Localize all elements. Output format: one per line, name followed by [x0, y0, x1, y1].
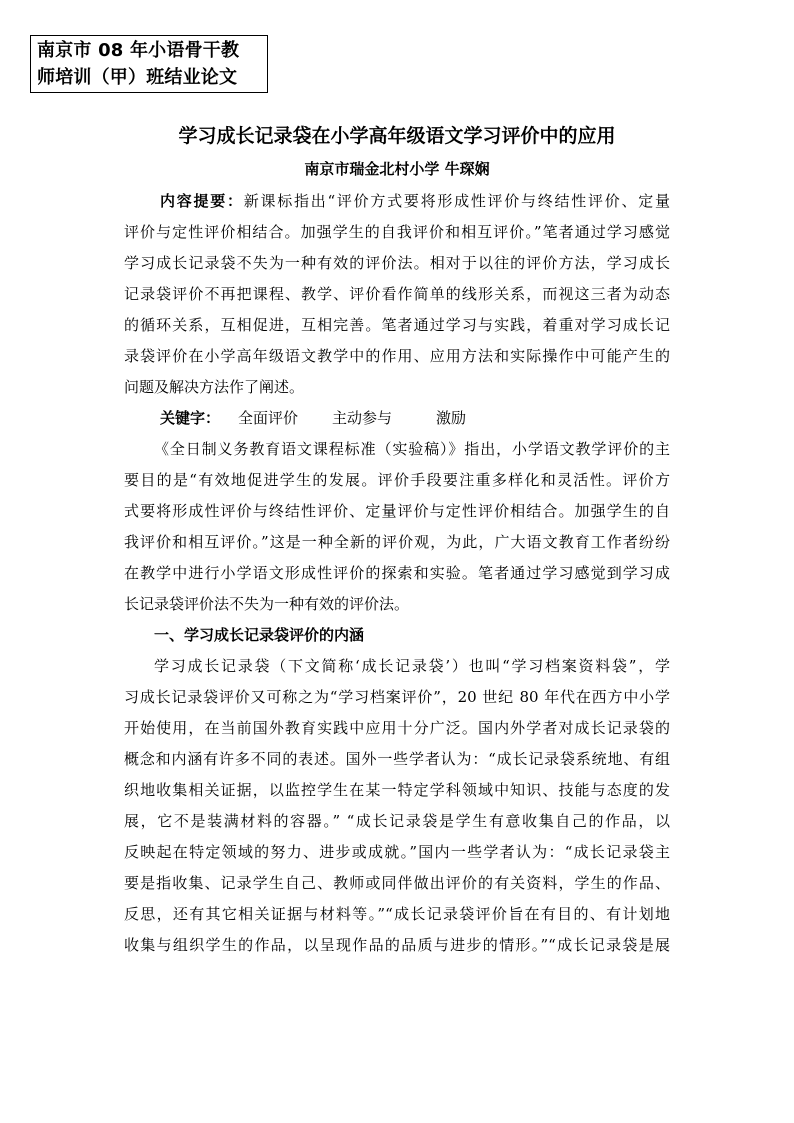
paper-title: 学习成长记录袋在小学高年级语文学习评价中的应用: [178, 125, 616, 147]
keyword-item: 激励: [436, 409, 467, 427]
course-label-box: [30, 35, 268, 93]
intro-line: 要目的是“有效地促进学生的发展。评价手段要注重多样化和灵活性。评价方: [124, 471, 670, 489]
section-1-line: 概念和内涵有许多不同的表述。国外一些学者认为：“成长记录袋系统地、有组: [124, 750, 670, 768]
section-1-line: 反思，还有其它相关证据与材料等。”“成长记录袋评价旨在有目的、有计划地: [124, 905, 670, 923]
section-1-line: 反映起在特定领域的努力、进步或成就。”国内一些学者认为：“成长记录袋主: [124, 843, 670, 861]
keyword-item: 主动参与: [332, 409, 393, 427]
abstract-line: 问题及解决方法作了阐述。: [124, 378, 305, 396]
abstract-first-line: [124, 186, 670, 217]
abstract-line: 学习成长记录袋不失为一种有效的评价法。相对于以往的评价方法，学习成长: [124, 254, 670, 272]
abstract-line: 评价与定性评价相结合。加强学生的自我评价和相互评价。”笔者通过学习感觉: [124, 223, 670, 241]
course-label-line-2: 师培训（甲）班结业论文: [37, 67, 238, 88]
abstract-line: 录袋评价在小学高年级语文教学中的作用、应用方法和实际操作中可能产生的: [124, 347, 670, 365]
intro-line: 我评价和相互评价。”这是一种全新的评价观，为此，广大语文教育工作者纷纷: [124, 533, 670, 551]
intro-line: 长记录袋评价法不失为一种有效的评价法。: [124, 595, 410, 613]
intro-line: 式要将形成性评价与终结性评价、定量评价与定性评价相结合。加强学生的自: [124, 502, 670, 520]
section-1-line: 收集与组织学生的作品，以呈现作品的品质与进步的情形。”“成长记录袋是展: [124, 936, 670, 954]
section-1-heading: 一、学习成长记录袋评价的内涵: [154, 626, 365, 644]
section-1-line: 要是指收集、记录学生自己、教师或同伴做出评价的有关资料，学生的作品、: [124, 874, 670, 892]
abstract-line: 的循环关系，互相促进，互相完善。笔者通过学习与实践，着重对学习成长记: [124, 316, 670, 334]
section-1-line: 学习成长记录袋（下文简称‘成长记录袋’）也叫“学习档案资料袋”，学: [154, 657, 670, 675]
course-label-line-1: 南京市 08 年小语骨干教: [37, 40, 240, 61]
paper-body: [124, 186, 670, 961]
paper-author: 南京市瑞金北村小学 牛琛娴: [304, 160, 490, 178]
intro-line: 《全日制义务教育语文课程标准（实验稿）》指出，小学语文教学评价的主: [154, 440, 670, 458]
abstract-text: 新课标指出“评价方式要将形成性评价与终结性评价、定量: [243, 192, 670, 210]
section-1-line: 展，它不是装满材料的容器。” “成长记录袋是学生有意收集自己的作品，以: [124, 812, 670, 830]
section-1-line: 习成长记录袋评价又可称之为“学习档案评价”，20 世纪 80 年代在西方中小学: [124, 688, 670, 706]
intro-line: 在教学中进行小学语文形成性评价的探索和实验。笔者通过学习感觉到学习成: [124, 564, 670, 582]
section-1-line: 织地收集相关证据，以监控学生在某一特定学科领域中知识、技能与态度的发: [124, 781, 670, 799]
abstract-label: 内容提要：: [160, 192, 244, 210]
keywords-line: [124, 403, 670, 434]
section-1-line: 开始使用，在当前国外教育实践中应用十分广泛。国内外学者对成长记录袋的: [124, 719, 670, 737]
keywords-label: 关键字：: [160, 409, 221, 427]
keyword-item: 全面评价: [238, 409, 299, 427]
abstract-line: 记录袋评价不再把课程、教学、评价看作简单的线形关系，而视这三者为动态: [124, 285, 670, 303]
